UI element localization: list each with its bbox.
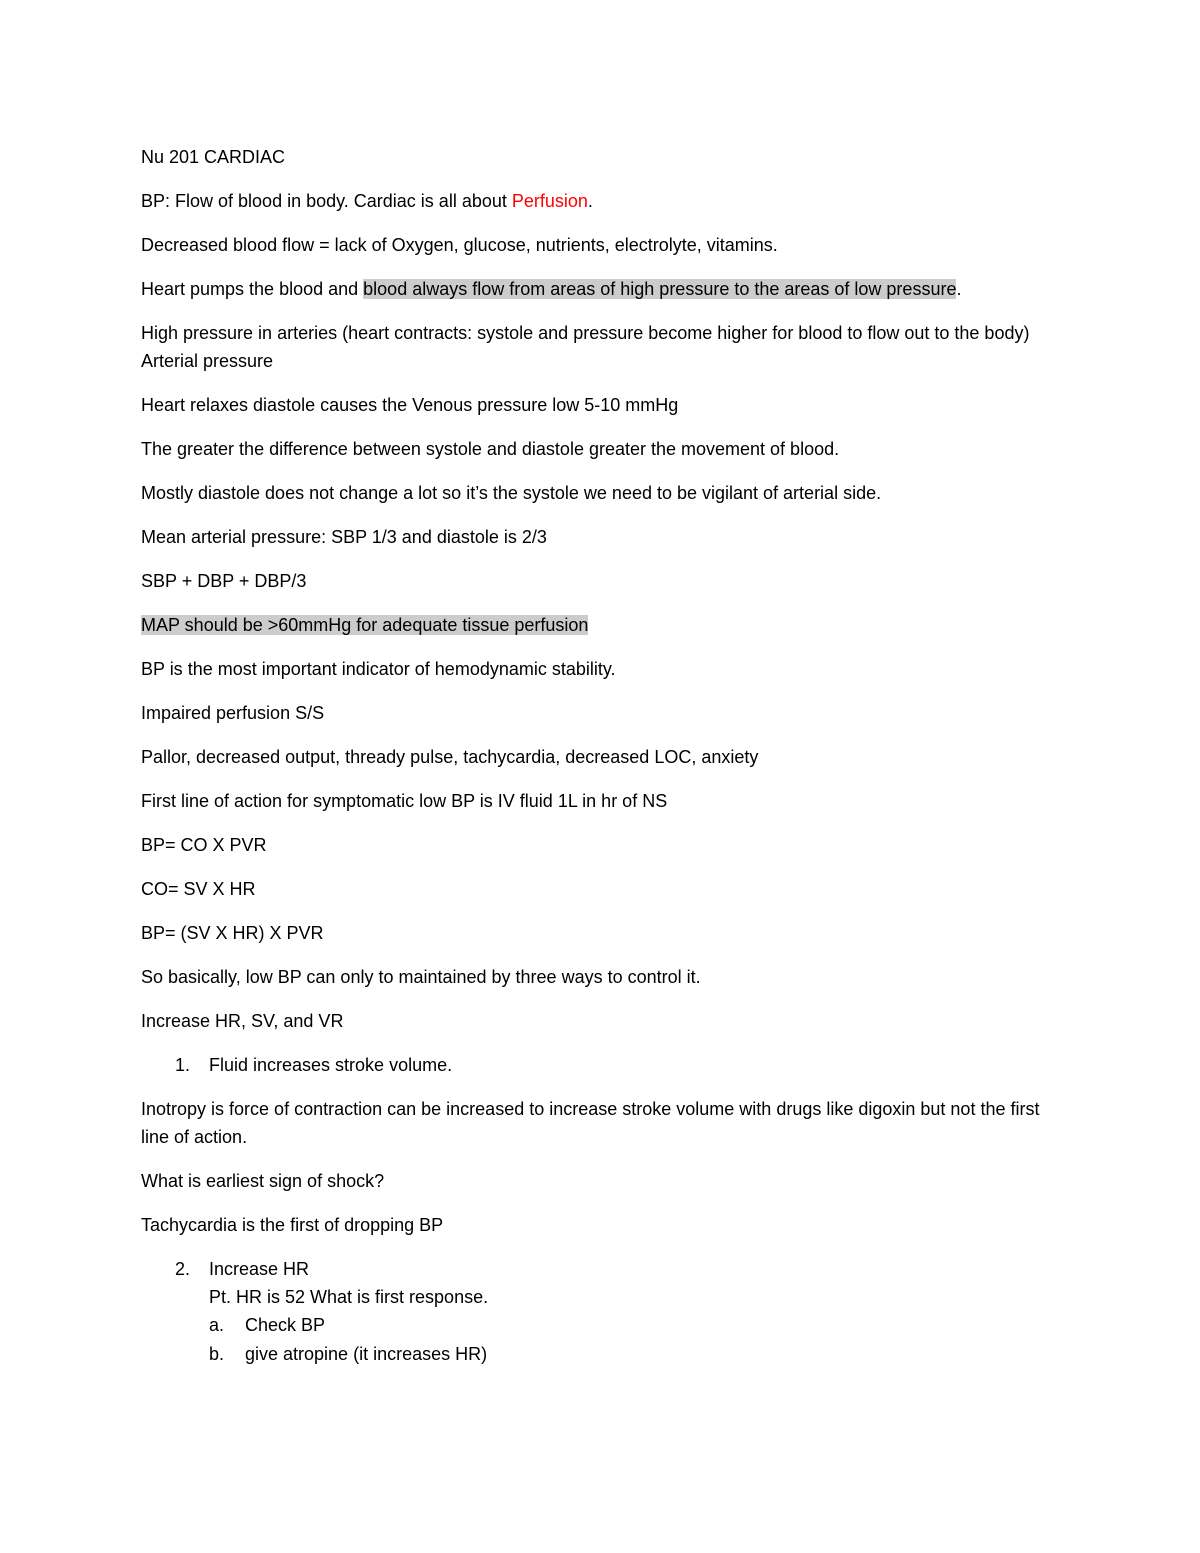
formula-map: SBP + DBP + DBP/3: [141, 571, 307, 591]
mostly-diastole: Mostly diastole does not change a lot so it’s the systole we need to be vigilant of arterial side.: [141, 483, 882, 503]
bp-indicator: BP is the most important indicator of hemodynamic stability.: [141, 659, 616, 679]
heart-pumps: [141, 275, 1051, 303]
heart-pumps-text: Heart pumps the blood and: [141, 279, 364, 299]
inotropy: Inotropy is force of contraction can be increased to increase stroke volume with drugs like digoxin but not the first line of action.: [141, 1099, 1040, 1147]
bp-definition: [141, 187, 1051, 215]
high-pressure: High pressure in arteries (heart contracts: systole and pressure become higher for blood to flow out to the body) Arterial pressure: [141, 323, 1030, 371]
sub-list-letter: b.: [209, 1344, 225, 1364]
impaired-title: Impaired perfusion S/S: [141, 703, 325, 723]
map-should: [141, 611, 1051, 639]
bp-definition-end: .: [587, 191, 593, 211]
list-number: 1.: [175, 1055, 191, 1075]
sub-list-item: [209, 1340, 1051, 1369]
list-item-1: [141, 1051, 1051, 1079]
list-item-body: [209, 1255, 1051, 1369]
list-number: 2.: [175, 1259, 191, 1279]
formula-co: CO= SV X HR: [141, 879, 256, 899]
list-item-text: Increase HR: [209, 1259, 310, 1279]
list-item-2: [141, 1255, 1051, 1369]
so-basically: So basically, low BP can only to maintained by three ways to control it.: [141, 967, 701, 987]
decreased-flow: Decreased blood flow = lack of Oxygen, glucose, nutrients, electrolyte, vitamins.: [141, 235, 778, 255]
doc-title: Nu 201 CARDIAC: [141, 147, 286, 167]
earliest-sign: What is earliest sign of shock?: [141, 1171, 385, 1191]
formula-bp: BP= CO X PVR: [141, 835, 267, 855]
heart-relaxes: Heart relaxes diastole causes the Venous pressure low 5-10 mmHg: [141, 395, 679, 415]
tachycardia-first: Tachycardia is the first of dropping BP: [141, 1215, 444, 1235]
first-line: First line of action for symptomatic low BP is IV fluid 1L in hr of NS: [141, 791, 668, 811]
sub-list-text: Check BP: [245, 1315, 326, 1335]
formula-bp2: BP= (SV X HR) X PVR: [141, 923, 324, 943]
pressure-highlight: blood always flow from areas of high pressure to the areas of low pressure: [363, 279, 957, 299]
greater-difference: The greater the difference between systole and diastole greater the movement of blood.: [141, 439, 840, 459]
increase-list: Increase HR, SV, and VR: [141, 1011, 344, 1031]
sub-list-item: [209, 1311, 1051, 1340]
sub-list-letter: a.: [209, 1315, 225, 1335]
perfusion-highlight: Perfusion: [511, 191, 588, 211]
map-highlight: MAP should be >60mmHg for adequate tissue perfusion: [141, 615, 589, 635]
sub-list-text: give atropine (it increases HR): [245, 1344, 488, 1364]
document-body: [141, 143, 1051, 1385]
bp-definition-text: BP: Flow of blood in body. Cardiac is all about: [141, 191, 512, 211]
list-item-text: Fluid increases stroke volume.: [209, 1055, 453, 1075]
impaired-signs: Pallor, decreased output, thready pulse, tachycardia, decreased LOC, anxiety: [141, 747, 759, 767]
mean-arterial: Mean arterial pressure: SBP 1/3 and diastole is 2/3: [141, 527, 547, 547]
heart-pumps-end: .: [956, 279, 962, 299]
list-item-subtext: Pt. HR is 52 What is first response.: [209, 1287, 489, 1307]
